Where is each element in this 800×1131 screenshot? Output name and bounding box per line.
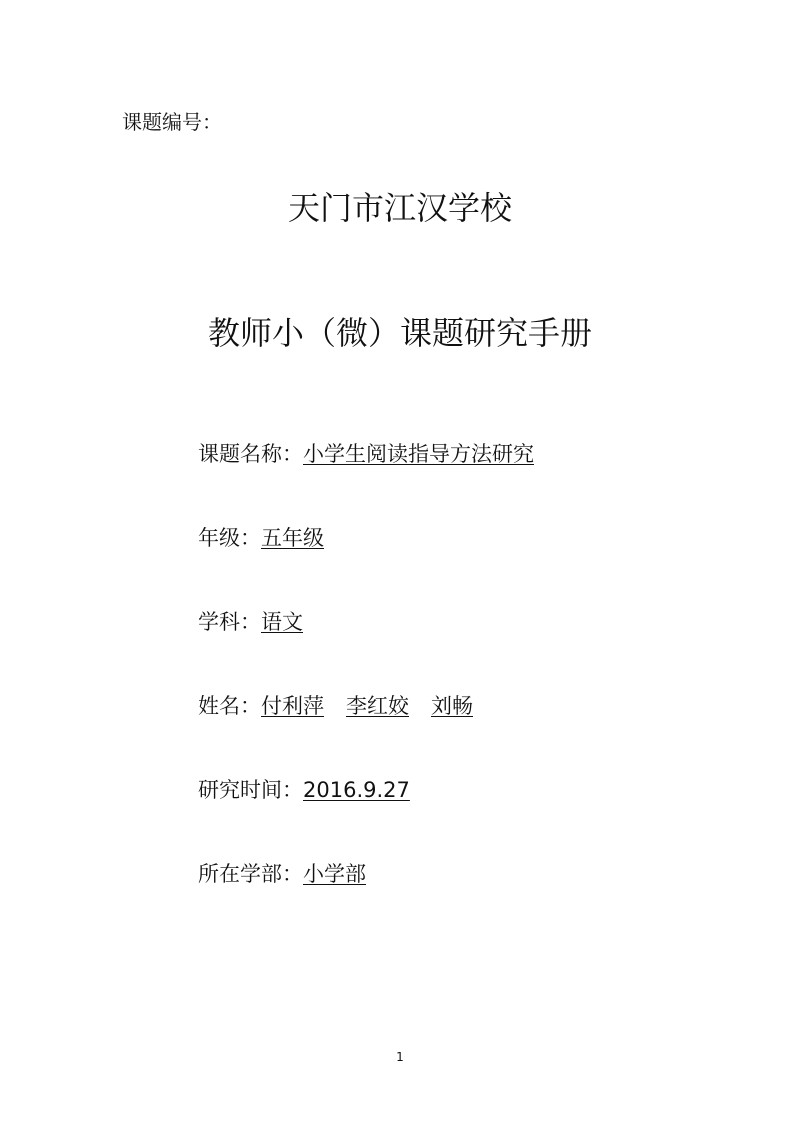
department-label: 所在学部： xyxy=(198,862,303,886)
school-title: 天门市江汉学校 xyxy=(287,189,512,227)
grade-field xyxy=(198,523,324,553)
subject-field xyxy=(198,607,303,637)
names-value xyxy=(261,694,473,718)
department-value: 小学部 xyxy=(303,862,366,886)
time-value: 2016.9.27 xyxy=(303,778,410,802)
subject-label: 学科： xyxy=(198,610,261,634)
grade-value: 五年级 xyxy=(261,526,324,550)
names-label: 姓名： xyxy=(198,694,261,718)
page-number: 1 xyxy=(396,1050,404,1064)
name-1: 付利萍 xyxy=(261,694,324,718)
time-label: 研究时间： xyxy=(198,778,303,802)
handbook-title: 教师小（微）课题研究手册 xyxy=(207,314,592,352)
project-number-label: 课题编号： xyxy=(122,110,222,134)
topic-field xyxy=(198,439,534,469)
subject-value: 语文 xyxy=(261,610,303,634)
topic-value: 小学生阅读指导方法研究 xyxy=(303,442,534,466)
name-2: 李红姣 xyxy=(346,694,409,718)
grade-label: 年级： xyxy=(198,526,261,550)
time-field xyxy=(198,775,410,805)
names-field xyxy=(198,691,473,721)
department-field xyxy=(198,859,366,889)
topic-label: 课题名称： xyxy=(198,442,303,466)
name-3: 刘畅 xyxy=(431,694,473,718)
